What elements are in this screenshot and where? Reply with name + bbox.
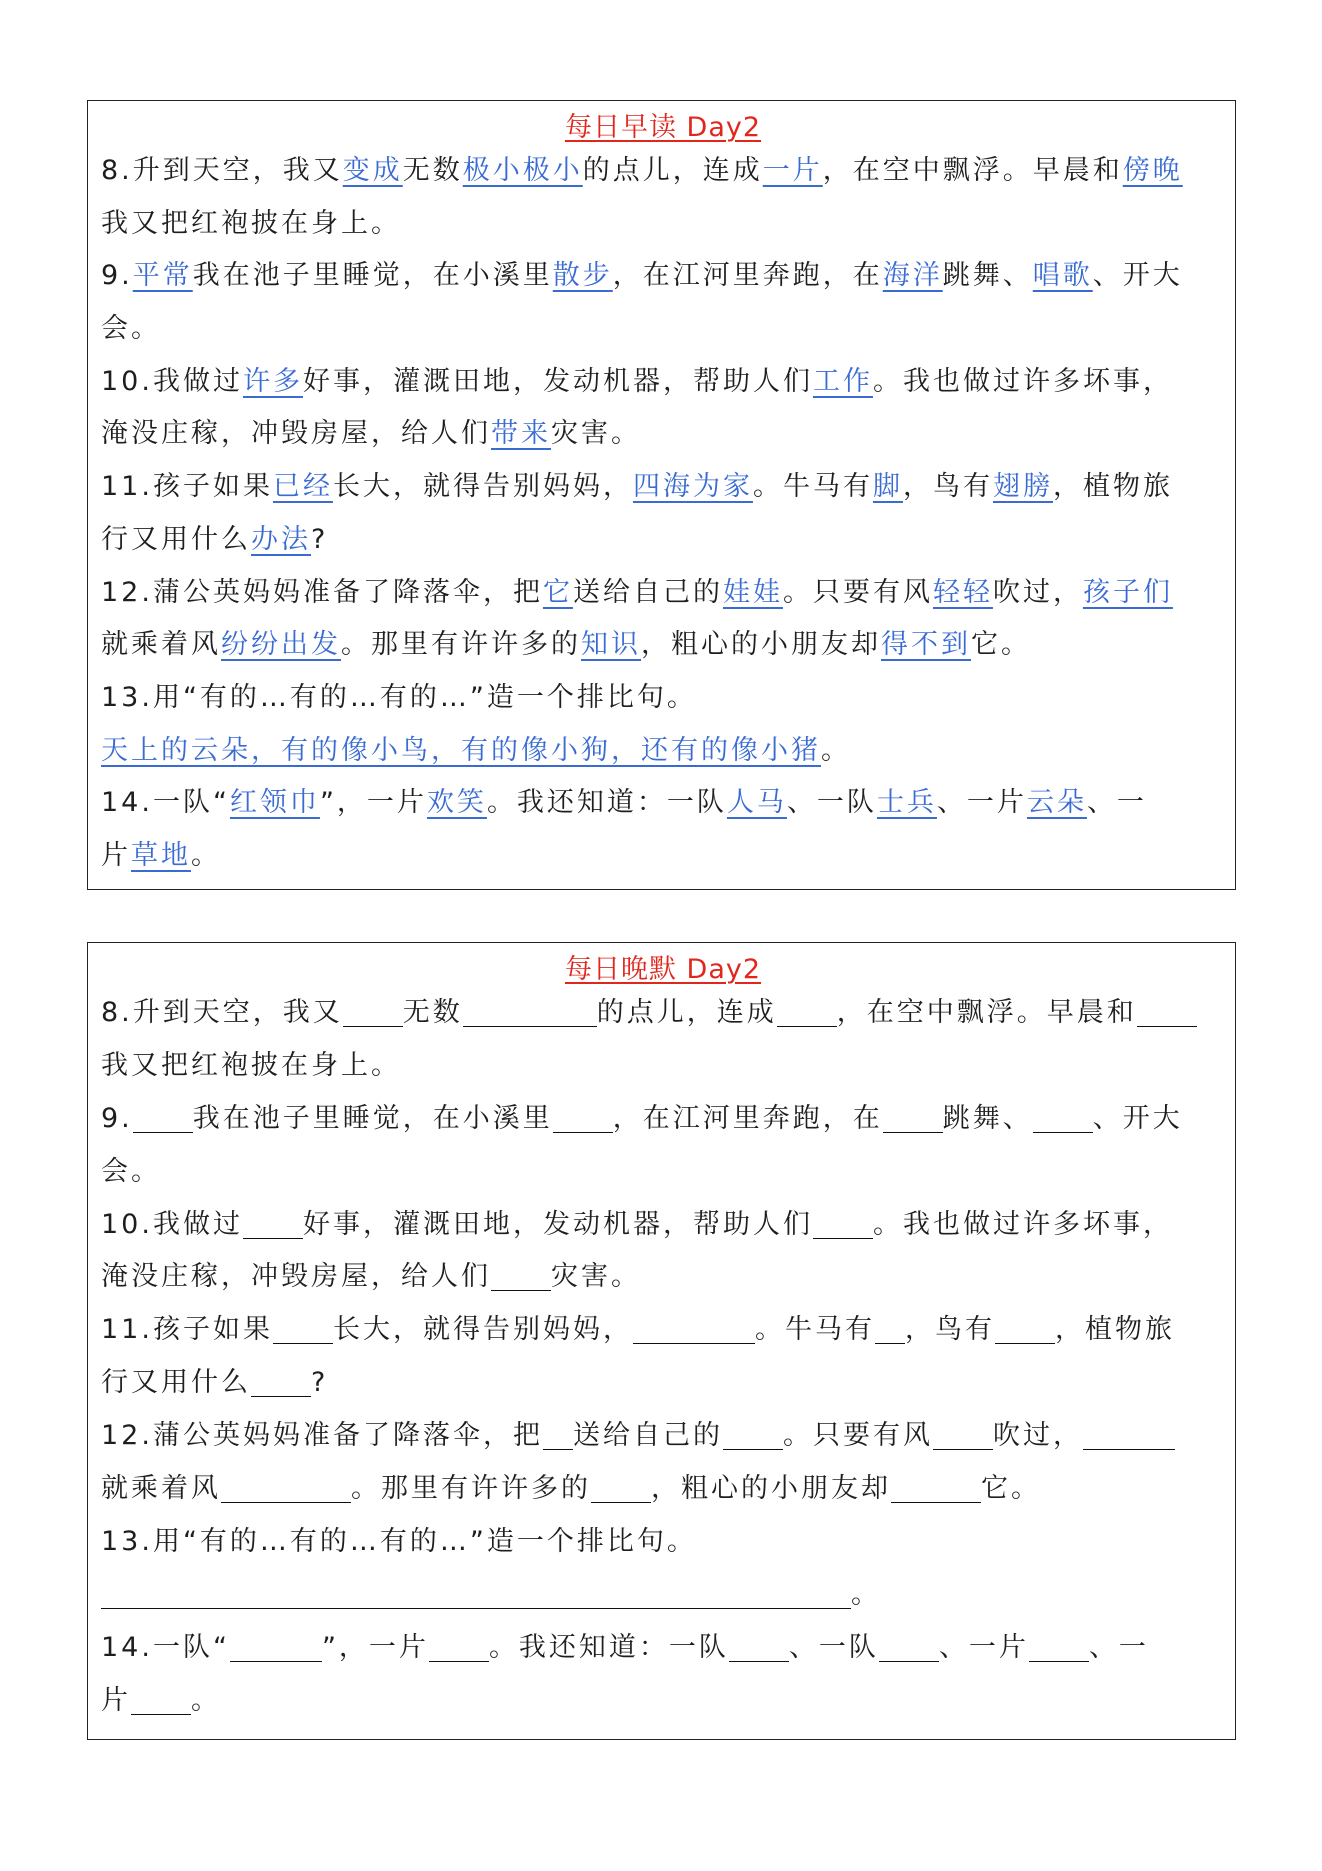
text-segment: 、一 — [1086, 787, 1147, 819]
answer-text: 得不到 — [881, 629, 971, 661]
fill-in-blank — [133, 1132, 193, 1133]
text-segment: ，在空中飘浮。早晨和 — [822, 155, 1123, 186]
answer-text: 天上的云朵，有的像小鸟，有的像小狗，还有的像小猪 — [101, 734, 821, 766]
text-segment: 行又用什么 — [101, 523, 251, 555]
text-segment: 10.我做过 — [101, 1208, 243, 1240]
text-segment: 灾害。 — [551, 1261, 641, 1293]
text-segment: 灾害。 — [551, 418, 641, 450]
text-segment: 。牛马有 — [754, 1314, 875, 1346]
text-line — [101, 567, 1225, 620]
text-segment: 11.孩子如果 — [101, 1314, 273, 1346]
text-segment: 13.用“有的…有的…有的…”造一个排比句。 — [101, 681, 697, 713]
text-segment: 14.一队“ — [101, 1631, 230, 1663]
answer-text: 娃娃 — [722, 576, 783, 608]
fill-in-blank — [1137, 1026, 1197, 1027]
text-line — [101, 198, 1225, 251]
text-segment: 9. — [101, 1102, 133, 1134]
fill-in-blank — [343, 1026, 403, 1027]
text-segment: ”，一片 — [319, 787, 427, 819]
evening-dictation-panel — [87, 942, 1236, 1740]
text-line — [101, 619, 1225, 672]
text-segment: 、一队 — [788, 1631, 879, 1663]
text-line — [101, 1516, 1225, 1569]
fill-in-blank — [591, 1502, 651, 1503]
text-segment: 它。 — [981, 1473, 1041, 1505]
text-segment: 就乘着风 — [101, 629, 221, 661]
answer-text: 纷纷出发 — [221, 629, 341, 661]
morning-read-title: 每日早读 Day2 — [564, 112, 762, 143]
text-segment: 好事，灌溉田地，发动机器，帮助人们 — [302, 365, 813, 397]
text-segment: 我在池子里睡觉，在小溪里 — [192, 1102, 553, 1134]
text-segment: 12.蒲公英妈妈准备了降落伞，把 — [101, 1420, 543, 1452]
text-segment: 它。 — [971, 629, 1031, 661]
answer-text: 脚 — [872, 471, 903, 503]
text-segment: 跳舞、 — [942, 1102, 1033, 1134]
answer-text: 工作 — [812, 365, 873, 397]
answer-text: 它 — [542, 576, 573, 608]
text-segment: 我在池子里睡觉，在小溪里 — [192, 260, 553, 292]
text-segment: 。只要有风 — [782, 576, 933, 608]
text-line — [101, 1304, 1225, 1357]
text-line — [101, 672, 1225, 725]
text-segment: 14.一队“ — [101, 787, 230, 819]
text-line — [101, 1410, 1225, 1463]
text-segment: 。我也做过许多坏事， — [872, 365, 1173, 397]
fill-in-blank — [463, 1026, 597, 1027]
text-segment: 吹过， — [992, 1420, 1083, 1452]
text-segment: 、开大 — [1092, 260, 1183, 292]
text-segment: 、一片 — [938, 1631, 1029, 1663]
fill-in-blank — [101, 1608, 851, 1609]
answer-text: 一片 — [762, 155, 823, 186]
text-segment: ，植物旅 — [1052, 471, 1173, 503]
text-line — [101, 1251, 1225, 1304]
text-segment: 。我也做过许多坏事， — [872, 1208, 1173, 1240]
text-line — [101, 1040, 1225, 1093]
text-line — [101, 987, 1225, 1040]
text-segment: 淹没庄稼，冲毁房屋，给人们 — [101, 418, 491, 450]
fill-in-blank — [221, 1502, 351, 1503]
text-line — [101, 1622, 1225, 1675]
answer-text: 士兵 — [876, 787, 937, 819]
text-segment: ，植物旅 — [1054, 1314, 1175, 1346]
text-segment: 。我还知道：一队 — [488, 1631, 729, 1663]
answer-text: 知识 — [581, 629, 641, 661]
fill-in-blank — [230, 1661, 322, 1662]
text-segment: 的点儿，连成 — [582, 155, 763, 186]
text-segment: ? — [311, 1367, 329, 1399]
fill-in-blank — [995, 1343, 1055, 1344]
text-line — [101, 356, 1225, 409]
text-segment: 跳舞、 — [942, 260, 1033, 292]
text-segment: 长大，就得告别妈妈， — [332, 471, 633, 503]
answer-text: 草地 — [131, 839, 191, 871]
answer-text: 办法 — [251, 523, 311, 555]
text-segment: 会。 — [101, 313, 161, 345]
text-segment: 会。 — [101, 1155, 161, 1187]
fill-in-blank — [891, 1502, 981, 1503]
text-segment: ，鸟有 — [904, 1314, 995, 1346]
text-line — [101, 830, 1225, 883]
fill-in-blank — [1083, 1449, 1175, 1450]
text-segment: 13.用“有的…有的…有的…”造一个排比句。 — [101, 1525, 697, 1557]
fill-in-blank — [251, 1396, 311, 1397]
fill-in-blank — [1029, 1661, 1089, 1662]
fill-in-blank — [883, 1132, 943, 1133]
fill-in-blank — [273, 1343, 333, 1344]
text-line — [101, 1093, 1225, 1146]
answer-text: 唱歌 — [1032, 260, 1093, 292]
text-line — [101, 461, 1225, 514]
text-segment: 9. — [101, 260, 133, 292]
answer-text: 散步 — [552, 260, 613, 292]
text-segment: 、开大 — [1092, 1102, 1183, 1134]
answer-text: 云朵 — [1026, 787, 1087, 819]
fill-in-blank — [633, 1343, 755, 1344]
text-segment: 。我还知道：一队 — [486, 787, 727, 819]
text-segment: 无数 — [402, 997, 463, 1028]
text-segment: 、一 — [1088, 1631, 1149, 1663]
text-segment: 、一队 — [786, 787, 877, 819]
text-segment: 片 — [101, 1684, 131, 1716]
text-line — [101, 1199, 1225, 1252]
answer-text: 孩子们 — [1082, 576, 1173, 608]
text-line — [101, 1357, 1225, 1410]
fill-in-blank — [243, 1238, 303, 1239]
text-segment: 吹过， — [992, 576, 1083, 608]
text-segment: 。 — [851, 1578, 881, 1610]
fill-in-blank — [429, 1661, 489, 1662]
text-segment: 8.升到天空，我又 — [101, 997, 343, 1028]
fill-in-blank — [933, 1449, 993, 1450]
text-segment: 11.孩子如果 — [101, 471, 273, 503]
text-line — [101, 303, 1225, 356]
fill-in-blank — [875, 1343, 905, 1344]
morning-read-panel — [87, 100, 1236, 890]
text-segment: 。 — [191, 839, 221, 871]
answer-text: 四海为家 — [632, 471, 753, 503]
text-line — [101, 777, 1225, 830]
fill-in-blank — [1033, 1132, 1093, 1133]
answer-text: 极小极小 — [462, 155, 583, 186]
answer-text: 欢笑 — [426, 787, 487, 819]
text-segment: 。那里有许许多的 — [341, 629, 581, 661]
text-line — [101, 1463, 1225, 1516]
answer-text: 海洋 — [882, 260, 943, 292]
text-segment: ，鸟有 — [902, 471, 993, 503]
text-segment: 送给自己的 — [572, 576, 723, 608]
text-segment: 。 — [191, 1684, 221, 1716]
text-segment: 12.蒲公英妈妈准备了降落伞，把 — [101, 576, 543, 608]
answer-text: 许多 — [242, 365, 303, 397]
text-segment: 好事，灌溉田地，发动机器，帮助人们 — [302, 1208, 813, 1240]
text-segment: 就乘着风 — [101, 1473, 221, 1505]
text-segment: 无数 — [402, 155, 463, 186]
fill-in-blank — [729, 1661, 789, 1662]
answer-text: 变成 — [342, 155, 403, 186]
text-line — [101, 1146, 1225, 1199]
text-segment: ，在江河里奔跑，在 — [612, 1102, 883, 1134]
text-line — [101, 408, 1225, 461]
text-segment: 我又把红袍披在身上。 — [101, 207, 401, 239]
evening-dictation-body — [101, 987, 1225, 1727]
text-segment: 8.升到天空，我又 — [101, 155, 343, 186]
text-segment: ，粗心的小朋友却 — [651, 1473, 891, 1505]
fill-in-blank — [879, 1661, 939, 1662]
text-segment: 我又把红袍披在身上。 — [101, 1049, 401, 1081]
morning-read-body — [101, 145, 1225, 883]
text-segment: 。只要有风 — [782, 1420, 933, 1452]
answer-text: 傍晚 — [1122, 155, 1183, 186]
evening-dictation-title: 每日晚默 Day2 — [564, 954, 762, 985]
fill-in-blank — [131, 1714, 191, 1715]
answer-text: 轻轻 — [932, 576, 993, 608]
answer-text: 红领巾 — [229, 787, 320, 819]
text-line — [101, 250, 1225, 303]
text-segment: 片 — [101, 839, 131, 871]
text-segment: 淹没庄稼，冲毁房屋，给人们 — [101, 1261, 491, 1293]
fill-in-blank — [813, 1238, 873, 1239]
answer-text: 带来 — [491, 418, 551, 450]
text-segment: ? — [311, 523, 329, 555]
text-segment: 行又用什么 — [101, 1367, 251, 1399]
text-segment: 。 — [821, 734, 851, 766]
fill-in-blank — [723, 1449, 783, 1450]
text-segment: ”，一片 — [321, 1631, 429, 1663]
text-segment: ，粗心的小朋友却 — [641, 629, 881, 661]
answer-text: 人马 — [726, 787, 787, 819]
text-segment: 的点儿，连成 — [596, 997, 777, 1028]
text-segment: ，在江河里奔跑，在 — [612, 260, 883, 292]
fill-in-blank — [543, 1449, 573, 1450]
text-segment: ，在空中飘浮。早晨和 — [836, 997, 1137, 1028]
answer-text: 已经 — [272, 471, 333, 503]
answer-text: 翅膀 — [992, 471, 1053, 503]
answer-text: 平常 — [132, 260, 193, 292]
text-segment: 。牛马有 — [752, 471, 873, 503]
text-segment: 10.我做过 — [101, 365, 243, 397]
fill-in-blank — [553, 1132, 613, 1133]
text-segment: 。那里有许许多的 — [351, 1473, 591, 1505]
text-segment: 长大，就得告别妈妈， — [332, 1314, 633, 1346]
text-line — [101, 1675, 1225, 1728]
text-line — [101, 145, 1225, 198]
fill-in-blank — [491, 1290, 551, 1291]
text-line — [101, 725, 1225, 778]
fill-in-blank — [777, 1026, 837, 1027]
text-line — [101, 514, 1225, 567]
text-line — [101, 1569, 1225, 1622]
text-segment: 、一片 — [936, 787, 1027, 819]
text-segment: 送给自己的 — [572, 1420, 723, 1452]
